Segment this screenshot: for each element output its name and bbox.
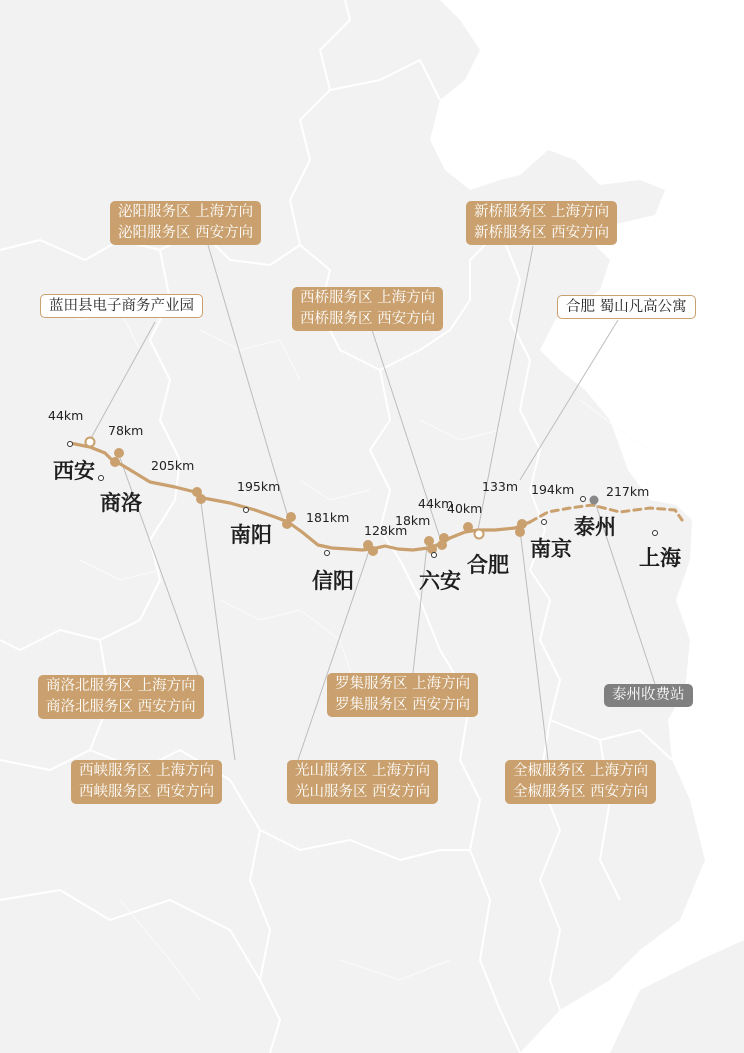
city-nanyang: 南阳 [230, 523, 272, 547]
distance-label: 194km [531, 482, 575, 497]
distance-label: 78km [108, 423, 144, 438]
city-nanjing: 南京 [530, 537, 572, 561]
county-borders [40, 300, 650, 1000]
label-biyang-service-area: 泌阳服务区 上海方向 泌阳服务区 西安方向 [110, 201, 261, 245]
city-luan: 六安 [419, 569, 461, 593]
label-lantian-ecommerce-park: 蓝田县电子商务产业园 [40, 294, 203, 318]
city-taizhou: 泰州 [574, 515, 616, 539]
city-hefei: 合肥 [467, 553, 509, 577]
distance-label: 217km [606, 484, 650, 499]
toll-station-marker [590, 496, 599, 505]
hefei-apt-marker [475, 530, 484, 539]
label-taizhou-toll-station: 泰州收费站 [604, 684, 693, 707]
label-hefei-apartment: 合肥 蜀山凡高公寓 [557, 295, 696, 319]
distance-label: 44km [48, 408, 84, 423]
distance-label: 128km [364, 523, 408, 538]
label-guangshan-service-area: 光山服务区 上海方向 光山服务区 西安方向 [287, 760, 438, 804]
label-xiqiao-service-area: 西桥服务区 上海方向 西桥服务区 西安方向 [292, 287, 443, 331]
label-xinqiao-service-area: 新桥服务区 上海方向 新桥服务区 西安方向 [466, 201, 617, 245]
city-shangluo: 商洛 [100, 491, 142, 515]
label-quanjiao-service-area: 全椒服务区 上海方向 全椒服务区 西安方向 [505, 760, 656, 804]
lantian-marker [86, 438, 95, 447]
label-luoji-service-area: 罗集服务区 上海方向 罗集服务区 西安方向 [327, 673, 478, 717]
city-xinyang: 信阳 [312, 569, 354, 593]
label-xixia-service-area: 西峡服务区 上海方向 西峡服务区 西安方向 [71, 760, 222, 804]
distance-label: 133m [482, 479, 519, 494]
city-shanghai: 上海 [639, 546, 681, 570]
city-xian: 西安 [53, 459, 95, 483]
distance-label: 195km [237, 479, 281, 494]
distance-label: 18km [395, 513, 431, 528]
distance-label: 181km [306, 510, 350, 525]
distance-label: 205km [151, 458, 195, 473]
label-shangluobei-service-area: 商洛北服务区 上海方向 商洛北服务区 西安方向 [38, 675, 204, 719]
distance-label: 44km [418, 496, 454, 511]
distance-label: 40km [447, 501, 483, 516]
